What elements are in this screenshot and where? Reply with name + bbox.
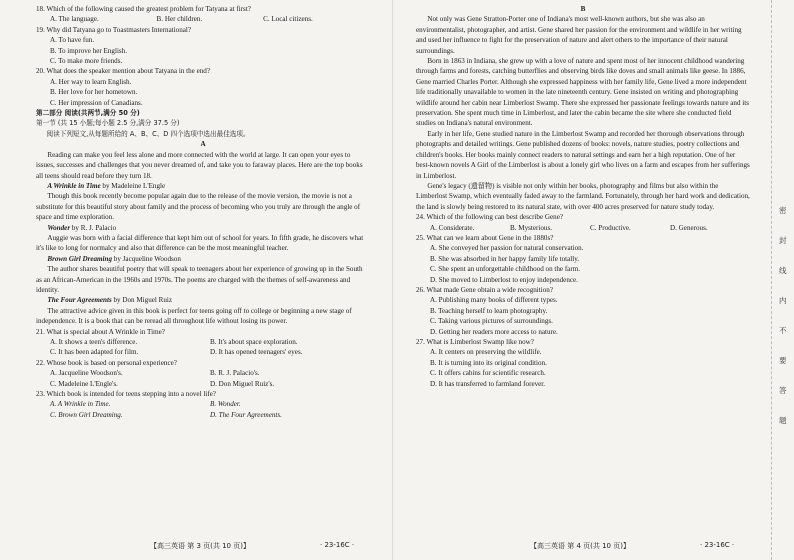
strip-char: 内	[779, 296, 787, 305]
option: C. It offers cabins for scientific research.	[430, 369, 546, 378]
option: B. Her love for her hometown.	[50, 88, 138, 97]
option: D. It has opened teenagers' eyes.	[210, 348, 303, 357]
option: C. Her impression of Canadians.	[50, 98, 143, 107]
question-26: 26. What made Gene obtain a wide recognition?	[416, 285, 553, 294]
question-18: 18. Which of the following caused the greatest problem for Tatyana at first?	[36, 5, 251, 13]
book-author: by Jacqueline Woodson	[112, 254, 181, 263]
book-author: by Madeleine L'Engle	[100, 181, 166, 190]
question-25-options	[416, 243, 750, 285]
question-26-options	[416, 295, 750, 337]
question-22-options	[36, 368, 370, 389]
question-20: 20. What does the speaker mention about Tatyana in the end?	[36, 67, 210, 76]
option: C. Taking various pictures of surroundings.	[430, 317, 553, 326]
option: C. Brown Girl Dreaming.	[50, 410, 123, 419]
page-code-right: · 23-16C ·	[700, 541, 735, 549]
binding-strip	[771, 0, 794, 560]
book-title: Wonder	[47, 223, 71, 232]
option: A. It centers on preserving the wildlife.	[430, 348, 542, 357]
question-18-options	[36, 14, 370, 24]
question-20-options	[36, 77, 370, 108]
question-23: 23. Which book is intended for teens stepping into a novel life?	[36, 390, 216, 399]
question-19: 19. Why did Tatyana go to Toastmasters International?	[36, 25, 192, 34]
option: B. It is turning into its original condition.	[430, 358, 547, 367]
option: B. It's about space exploration.	[210, 338, 298, 346]
book-heading	[36, 254, 370, 264]
book-title: A Wrinkle in Time	[47, 181, 101, 190]
option: D. It has transferred to farmland forever.	[430, 379, 546, 388]
passage-b-paragraph: Born in 1863 in Indiana, she grew up with a love of nature and spent most of her innocent childhood wandering through farms and forests, catching butterflies and observing birds like doves and small animals like geese. In 1886, Gene married Charles Porter. Although she expressed happiness with her family life, Gene lived a more independent life traditionally unavailable to women in the late nineteenth century. Gene insisted on writing and photographing wildlife around her cabin near Limberlost Swamp. There she expressed her passionate feelings towards nature and its preservation. She spent much time in Limberlost, and later the cabin became the site where she conducted field studies on Indiana's natural environment.	[416, 57, 749, 128]
left-page	[36, 4, 370, 420]
page-footer-right: 【高三英语 第 4 页(共 10 页)】	[530, 542, 630, 550]
book-title: The Four Agreements	[47, 296, 112, 305]
option: C. To make more friends.	[50, 57, 123, 66]
book-title: Brown Girl Dreaming	[47, 254, 113, 263]
option: B. Wonder.	[210, 400, 241, 409]
strip-char: 线	[779, 266, 787, 275]
book-heading	[36, 181, 370, 191]
question-24-options	[416, 223, 750, 233]
question-21-options	[36, 337, 370, 358]
option: C. It has been adapted for film.	[50, 348, 139, 357]
question-24: 24. Which of the following can best describe Gene?	[416, 213, 564, 222]
option: D. Generous.	[670, 223, 708, 232]
option: A. Jacqueline Woodson's.	[50, 369, 123, 378]
strip-char: 要	[779, 356, 787, 365]
book-description: The author shares beautiful poetry that will speak to teenagers about her experience of growing up in the South as an African-American in the 1960s and 1970s. The poems are charged with the themes of self-awareness and identity.	[36, 265, 363, 294]
book-heading	[36, 223, 370, 233]
option: A. The language.	[50, 15, 99, 24]
question-27: 27. What is Limberlost Swamp like now?	[416, 338, 534, 346]
strip-char: 答	[779, 386, 787, 395]
option: D. Getting her readers more access to nature.	[430, 327, 558, 336]
page-fold	[392, 0, 393, 560]
option: A. Publishing many books of different types.	[430, 296, 558, 305]
book-author: by Don Miguel Ruiz	[111, 296, 173, 305]
question-22: 22. Whose book is based on personal experience?	[36, 358, 177, 367]
option: B. R. J. Palacio's.	[210, 369, 260, 378]
option: A. A Wrinkle in Time.	[50, 400, 111, 409]
option: D. The Four Agreements.	[210, 410, 282, 419]
passage-a-intro: Reading can make you feel less alone and more connected with the world at large. It can open your eyes to issues, successes and challenges that you never dreamed of, and take you to faraway places. Here are the top books all teens should read before they turn 18.	[36, 150, 363, 180]
option: D. She moved to Limberlost to enjoy independence.	[430, 275, 578, 284]
question-19-options	[36, 35, 370, 66]
question-27-options	[416, 347, 750, 389]
passage-b-paragraph: Early in her life, Gene studied nature in the Limberlost Swamp and recorded her thorough observations through photographs and detailed writings. Gene published dozens of books: novels, nature studies, poetry collections and children's books. Her books mainly connect readers to natural settings and earn her a high reputation. One of her best-known novels A Girl of the Limberlost is about a lonely girl who lives on a farm and escapes from her sufferings in Limberlost.	[416, 129, 750, 180]
strip-char: 密	[779, 206, 787, 215]
question-23-options	[36, 399, 370, 420]
passage-b-label: B	[580, 5, 586, 13]
option: B. She was absorbed in her happy family life totally.	[430, 254, 580, 263]
page-code-left: · 23-16C ·	[320, 541, 355, 549]
book-heading	[36, 295, 370, 305]
option: A. Considerate.	[430, 223, 475, 232]
option: B. To improve her English.	[50, 46, 128, 55]
question-25: 25. What can we learn about Gene in the 1880s?	[416, 233, 554, 242]
question-21: 21. What is special about A Wrinkle in Time?	[36, 327, 165, 336]
option: C. Local citizens.	[263, 15, 313, 24]
book-description: Auggie was born with a facial difference that kept him out of school for years. In fifth grade, he discovers what it's like to long for normalcy and also that difference can be the most meaningful teacher.	[36, 233, 364, 253]
passage-a-label: A	[200, 140, 206, 149]
strip-char: 封	[779, 236, 787, 245]
page-footer-left: 【高三英语 第 3 页(共 10 页)】	[150, 542, 250, 550]
option: A. Her way to learn English.	[50, 77, 132, 86]
strip-char: 不	[779, 326, 787, 335]
right-page	[416, 4, 750, 389]
option: C. She spent an unforgettable childhood on the farm.	[430, 265, 580, 274]
passage-b-paragraph: Not only was Gene Stratton-Porter one of Indiana's most well-known authors, but she was also an environmentalist, photographer, and artist. Gene shared her passion for the environment and wildlife in her writing and used her influence to fight for the preservation of nature and alert others to the importance of their natural surroundings.	[416, 15, 742, 55]
option: B. Mysterious.	[510, 223, 552, 232]
section-one-heading: 第一节 (共 15 小题;每小题 2.5 分,满分 37.5 分)	[36, 119, 180, 128]
part-two-heading: 第二部分 阅读(共两节,满分 50 分)	[36, 109, 140, 118]
passage-b-paragraph: Gene's legacy (遗留物) is visible not only within her books, photography and films but also within the Limberlost Swamp, which eventually faded away to the farmland. Fortunately, through her hard work and dedication, the land is slowly being restored to its natural state, with over 400 acres preserved for nature study today.	[416, 181, 750, 211]
book-description: The attractive advice given in this book is perfect for teens going off to college or beginning a new stage of independence. It is a book that can be reread all throughout life without losing its power.	[36, 306, 352, 326]
option: D. Don Miguel Ruiz's.	[210, 379, 275, 388]
strip-char: 题	[779, 416, 787, 425]
option: C. Madeleine L'Engle's.	[50, 379, 118, 388]
option: B. Her children.	[156, 15, 203, 24]
book-description: Though this book recently become popular again due to the release of the movie version, the movie is not a substitute for this beautiful story about family and the process of becoming who you truly are through the angle of space and time exploration.	[36, 192, 361, 222]
book-author: by R. J. Palacio	[70, 223, 117, 232]
option: A. To have fun.	[50, 36, 95, 45]
section-instructions: 阅读下列短文,从每题所给的 A、B、C、D 四个选项中选出最佳选项。	[46, 129, 250, 138]
option: C. Productive.	[590, 223, 631, 232]
option: B. Teaching herself to learn photography.	[430, 306, 548, 315]
option: A. It shows a teen's difference.	[50, 338, 138, 346]
option: A. She conveyed her passion for natural conservation.	[430, 244, 584, 253]
